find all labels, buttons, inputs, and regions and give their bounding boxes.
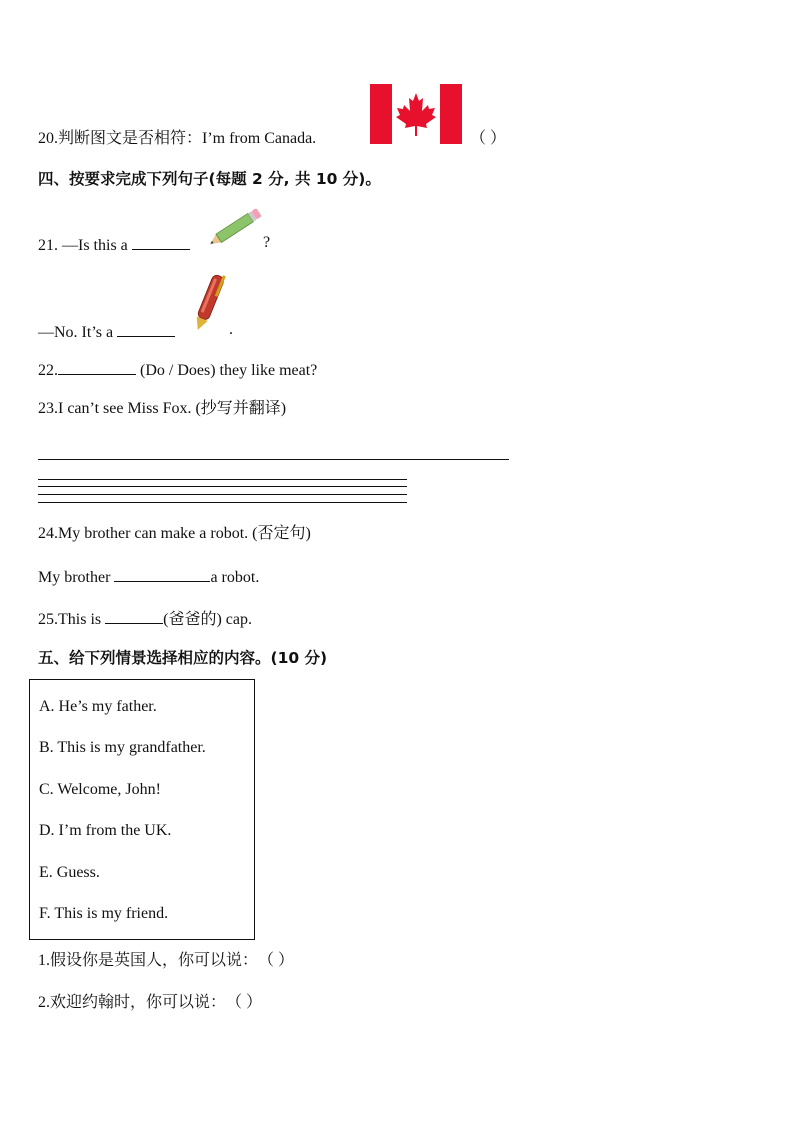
writing-line[interactable] [38,479,407,480]
option-c: C. Welcome, John! [39,781,161,798]
writing-line[interactable] [38,486,407,487]
writing-line[interactable] [38,502,407,503]
question-21-line2: —No. It’s a [38,320,175,343]
option-d: D. I’m from the UK. [39,822,172,839]
question-24-answer: My brother a robot. [38,565,259,588]
answer-blank[interactable] [117,320,175,337]
writing-line[interactable] [38,494,407,495]
question-20-text: 20.判断图文是否相符：I’m from Canada. [38,130,317,147]
answer-blank[interactable] [114,565,210,582]
option-b: B. This is my grandfather. [39,739,206,756]
pen-icon [188,270,230,334]
option-a: A. He’s my father. [39,698,157,715]
question-21-period: . [229,321,233,338]
question-20 [38,129,316,149]
options-box [29,679,255,940]
pencil-icon [200,206,266,252]
writing-line[interactable] [38,459,509,460]
question-21-line1: 21. —Is this a [38,233,190,256]
scenario-question-2: 2.欢迎约翰时，你可以说：（ ） [38,994,263,1011]
answer-paren[interactable]: （ ） [226,994,263,1011]
question-25: 25.This is (爸爸的) cap. [38,607,252,630]
option-f: F. This is my friend. [39,905,169,922]
canada-flag-icon [370,84,462,144]
question-23: 23.I can’t see Miss Fox. (抄写并翻译) [38,400,287,417]
question-21-qmark: ? [263,234,271,251]
question-20-answer-paren[interactable]: （ ） [470,130,507,147]
answer-blank[interactable] [58,358,136,375]
answer-paren[interactable]: （ ） [258,952,295,969]
question-24: 24.My brother can make a robot. (否定句) [38,525,311,542]
section-4-heading: 四、按要求完成下列句子(每题 2 分, 共 10 分)。 [38,170,381,188]
answer-blank[interactable] [105,607,163,624]
scenario-question-1: 1.假设你是英国人，你可以说：（ ） [38,952,295,969]
option-e: E. Guess. [39,864,100,881]
section-5-heading: 五、给下列情景选择相应的内容。(10 分) [38,649,328,667]
answer-blank[interactable] [132,233,190,250]
question-22: 22. (Do / Does) they like meat? [38,358,317,381]
